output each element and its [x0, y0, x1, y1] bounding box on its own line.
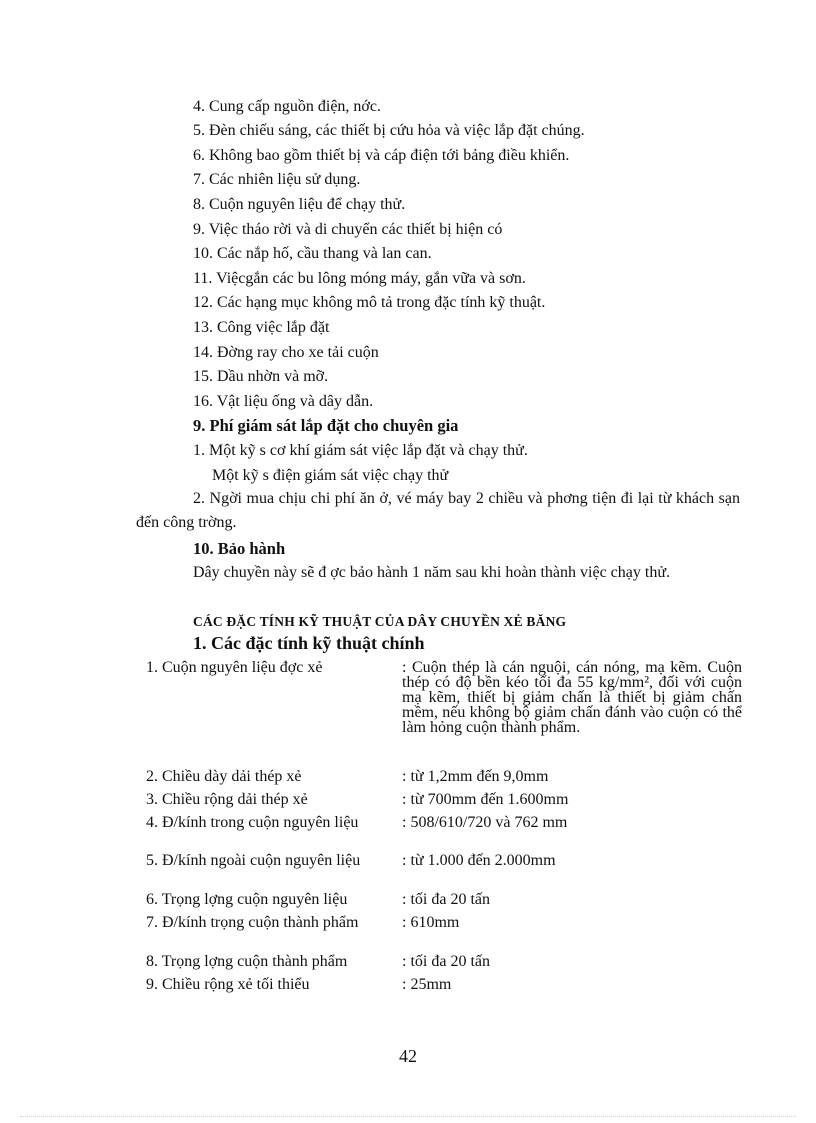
spec-label: 3. Chiều rộng dải thép xẻ — [146, 791, 308, 808]
footer-divider — [20, 1116, 796, 1117]
spec-value: : từ 1.000 đến 2.000mm — [402, 852, 556, 869]
spec-label: 5. Đ/kính ngoài cuộn nguyên liệu — [146, 852, 361, 869]
spec-label: 9. Chiều rộng xẻ tối thiểu — [146, 976, 310, 993]
list-item: 10. Các nắp hố, cầu thang và lan can. — [193, 245, 432, 262]
list-item: 11. Việcgắn các bu lông móng máy, gắn vữa và sơn. — [193, 270, 526, 287]
spec-label: 7. Đ/kính trọng cuộn thành phẩm — [146, 914, 359, 931]
list-item: 6. Không bao gồm thiết bị và cáp điện tới bảng điều khiển. — [193, 147, 570, 164]
spec-value: : từ 1,2mm đến 9,0mm — [402, 768, 549, 785]
page-number: 42 — [399, 1046, 417, 1066]
section-9-item-2: 2. Ngời mua chịu chi phí ăn ở, vé máy bay 2 chiều và phơng tiện đi lại từ khách sạn đến công trờng. — [136, 490, 740, 531]
spec-label: 2. Chiều dày dải thép xẻ — [146, 768, 302, 785]
list-item: 7. Các nhiên liệu sử dụng. — [193, 171, 361, 188]
section-9-item-1b: Một kỹ s điện giám sát việc chạy thử — [212, 467, 449, 484]
spec-value: : tối đa 20 tấn — [402, 891, 490, 908]
spec-section-title: CÁC ĐẶC TÍNH KỸ THUẬT CỦA DÂY CHUYỀN XẺ BĂNG — [193, 614, 567, 629]
spec-subtitle: 1. Các đặc tính kỹ thuật chính — [193, 633, 425, 653]
list-item: 14. Đờng ray cho xe tải cuộn — [193, 344, 379, 361]
spec-value: : Cuộn thép là cán nguội, cán nóng, mạ kẽm. Cuộn thép có độ bền kéo tối đa 55 kg/mm², đối với cuộn mạ kẽm, thiết bị giảm chấn là thiết bị giảm chấn mềm, nếu không bộ giảm chấn đánh vào cuộn có thể làm hỏng cuộn thành phẩm. — [402, 659, 742, 736]
section-9-item-1: 1. Một kỹ s cơ khí giám sát việc lắp đặt và chạy thử. — [193, 442, 528, 459]
list-item: 12. Các hạng mục không mô tả trong đặc tính kỹ thuật. — [193, 294, 546, 311]
spec-value: : tối đa 20 tấn — [402, 953, 490, 970]
list-item: 15. Dầu nhờn và mỡ. — [193, 368, 329, 385]
spec-label: 8. Trọng lợng cuộn thành phẩm — [146, 953, 348, 970]
list-item: 5. Đèn chiếu sáng, các thiết bị cứu hỏa và việc lắp đặt chúng. — [193, 122, 585, 139]
list-item: 8. Cuộn nguyên liệu để chạy thử. — [193, 196, 406, 213]
list-item: 4. Cung cấp nguồn điện, nớc. — [193, 98, 381, 115]
spec-label: 1. Cuộn nguyên liệu đợc xẻ — [146, 659, 323, 676]
list-item: 13. Công việc lắp đặt — [193, 319, 330, 336]
list-item: 9. Việc tháo rời và di chuyển các thiết bị hiện có — [193, 221, 503, 238]
spec-label: 6. Trọng lợng cuộn nguyên liệu — [146, 891, 348, 908]
section-10-heading: 10. Bảo hành — [193, 539, 286, 558]
spec-value: : từ 700mm đến 1.600mm — [402, 791, 569, 808]
spec-label: 4. Đ/kính trong cuộn nguyên liệu — [146, 814, 359, 831]
spec-value: : 610mm — [402, 914, 460, 931]
section-9-heading: 9. Phí giám sát lắp đặt cho chuyên gia — [193, 416, 459, 435]
spec-value: : 25mm — [402, 976, 452, 993]
list-item: 16. Vật liệu ống và dây dẫn. — [193, 393, 374, 410]
section-10-text: Dây chuyền này sẽ đ ợc bảo hành 1 năm sau khi hoàn thành việc chạy thử. — [193, 564, 670, 581]
spec-value: : 508/610/720 và 762 mm — [402, 814, 568, 831]
